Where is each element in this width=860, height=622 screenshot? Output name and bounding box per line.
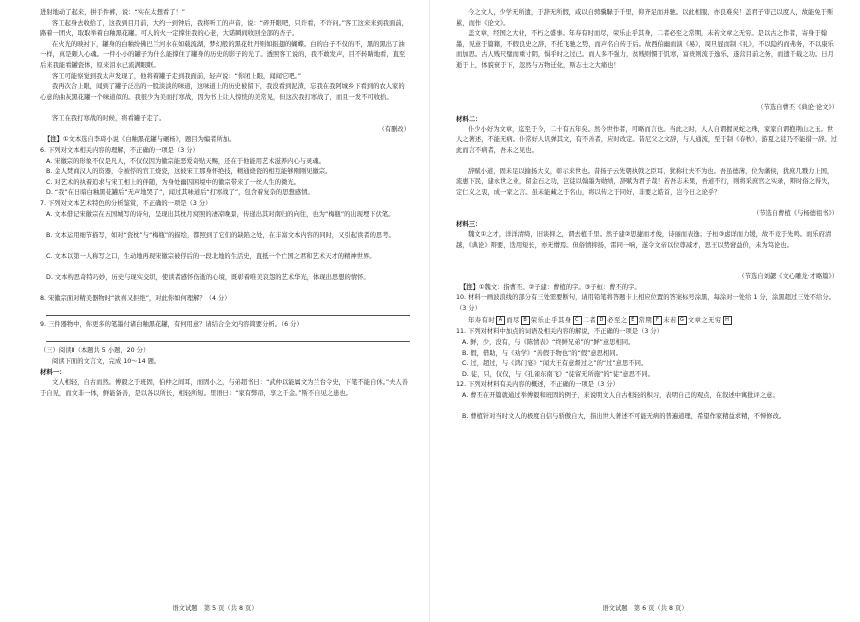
annotation-label: 【注】 xyxy=(44,136,63,144)
option-b: B. 假，借助，与《劝学》“善假于物也”的“假”意思相同。 xyxy=(462,349,622,357)
option-a: A. 宋徽宗的形象不仅是凡人，不仅仅因为徽宗能恶爱奇贴天赐，还在于他能用艺术滋养内心与灵魂。 xyxy=(46,157,325,165)
question-stem: 6. 下列对文本相关内容的理解，不正确的一项是（3 分） xyxy=(40,146,199,154)
material-2 xyxy=(456,114,838,220)
answer-line xyxy=(46,304,410,316)
segment: 而尽 xyxy=(506,317,520,325)
option-a: A. 文本借记宋徽宗在五国城写的诗句，呈现出其枕月窝照的凄凉晚景，传递出其对南归的向往，也为“梅瓶”的出现埋下伏笔。 xyxy=(46,210,395,218)
option-b: B. 文本运用细节描写，如对“瓷枕”与“梅瓶”的描绘，都照到了它们的缺陷之处，在丰富文本内容的同时，又引起读者的思考。 xyxy=(46,231,395,239)
break-box-d[interactable]: D xyxy=(597,316,606,325)
material-1-text: 文人相轻，自古而然。傅毅之于班固，伯仲之间耳，而固小之，与弟超书曰：“武仲以能属文为兰台令史，下笔不能自休。”夫人善于自见，而文非一体，鲜能备善，是以各以所长，相轻所短。里语曰：“家有弊帚，享之千金。”斯不自见之患也。 xyxy=(40,379,408,397)
question-8 xyxy=(40,294,410,316)
source-note: （有删改） xyxy=(378,125,410,133)
material-1-label: 材料一： xyxy=(40,368,66,377)
option-a: A. 鲜，少，没有，与《陈情表》“终鲜兄弟”的“鲜”意思相同。 xyxy=(462,338,635,346)
story-paragraph: 客工在我打寒战的时候，将看罐子走了。 xyxy=(52,115,166,123)
material-3-paragraph: 魏文①之才，洋洋清绮，旧谈抑之，谓去植千里。然子建②思捷而才俊，诗丽而表逸；子桓③虑详而力缓，故不竞于先鸣。而乐府清越，《典论》辩要，迭用短长，亦无懵焉。但俗情抑扬，雷同一响，遂令文帝以位尊减才，思王以势窘益价，未为笃论也。 xyxy=(456,231,832,249)
section-title: （三）阅读Ⅱ（本题共 5 小题，20 分） xyxy=(40,346,150,354)
option-d: D. “我”在日暗白釉黑花罐后“无声地哭了”，闻过其味道后“打寒战了”，包含着复杂的思想感情。 xyxy=(46,189,314,197)
option-c: C. 对艺术的执着追求与宋工相上的伴随，为身处幽囚困境中的徽宗带来了一丝人生的微光。 xyxy=(46,178,300,186)
material-1-paragraph: 今之文人，少学无所遗，于辞无所假，咸以自骋骥騄于千里，仰齐足而并驰。以此相服，亦良难矣！盖君子审己以度人，故能免于斯累，而作《论文》。 xyxy=(456,9,834,27)
question-stem: 7. 下列对文本艺术特色的分析鉴赏，不正确的一项是（3 分） xyxy=(40,199,212,207)
story-paragraph: 在火光的映衬下，罐身的白釉纷佛巴兰河水在如载流湖，梦幻般的黑花牡丹则如振翅的蝴蝶。白的白子不仅的不，黑的黑出了油一样，真是颇人心魂。一件小小的罐子为什么能撑住了罐身的历史的影子的光了。透照客工说的，我不敢发声，目不转睛地看，直至后来我能看罐瓷体，原来泪水已流满眼眶。 xyxy=(40,40,406,69)
segment: 未若 xyxy=(663,317,677,325)
source-note: （节选自曹植《与杨德祖书》） xyxy=(752,209,838,217)
story-paragraph: 客工起身去收拾了，这我到目月前，大约一到钟后，我将听工的声音，说：“碎开眼吧，只许看，不许问。”客工这来来到我面前，路着一团火，取取举着白釉黑花罐。可人的火一定撑住我的心老，大诺瞬间收回全部的杏子。 xyxy=(40,19,408,38)
segment: 荣乐止乎其身 xyxy=(530,317,572,325)
break-box-c[interactable]: C xyxy=(573,316,582,325)
option-a: A. 曹丕在开篇就通过举傅毅和班固的例子，来说明文人自古相轻的积习，表明自己的观点，在叙述中寓批评之意。 xyxy=(462,391,779,399)
question-12 xyxy=(456,380,838,433)
option-c: C. 文本以第一人称写之口，生动地再现宋徽宗被俘后的一段北地的生活史，直抵一个亡国之君和艺术天才的精神世界。 xyxy=(46,252,376,260)
question-10 xyxy=(456,293,838,327)
annotation-label: 【注】 xyxy=(460,283,479,291)
classical-section xyxy=(40,346,410,399)
page-footer: 语文试题 第 6 页（共 8 页） xyxy=(602,605,688,612)
answer-line xyxy=(46,330,410,342)
question-stem: 12. 下列对材料有关内容的概述，不正确的一项是（3 分） xyxy=(456,381,619,389)
story-paragraph: 我再次合上眼，闻到了罐子泛出的一股淡淡的味道，这味道上的历史被留下，我没看到泥渣，忘我在我阿城乡下看到的农人家的心意的曲灰黑花罐一个味道似的。我很少为美而打寒战，因为书上让人惊恍的美常见，但这次我打寒战了，而且一发不可收拾。 xyxy=(40,83,405,101)
question-stem: 11. 下列对材料中加点的词语及相关内容的解说，不正确的一项是（3 分） xyxy=(456,328,663,336)
option-d: D. 徒，只，仅仅，与《孔雀东南飞》“徒留无所施”的“徒”意思不同。 xyxy=(462,370,654,378)
break-box-a[interactable]: A xyxy=(496,316,505,325)
question-stem: 10. 材料一画波浪线的部分有三处需要断句，请用铅笔将答题卡上相应位置的答案标号涂黑，每涂对一处给 1 分，涂黑超过三处不给分。（3 分） xyxy=(456,294,835,312)
question-7 xyxy=(40,199,410,294)
annotation xyxy=(456,283,838,294)
material-1-continued xyxy=(456,8,838,114)
option-c: C. 过，超过，与《鸿门宴》“闻大王有意督过之”的“过”意思不同。 xyxy=(462,360,648,368)
story-paragraph: 客工可能察觉到我太声发现了，他将着罐子走到我面前，轻声说：“你闭上眼，闻闻它吧。” xyxy=(52,72,301,80)
question-9 xyxy=(40,320,410,342)
option-b: B. 曹植针对当时文人的极度自信与骄傲自大，指出世人著述不可能无病的普遍道理，希望作家精益求精，不惮修改。 xyxy=(462,412,786,420)
story-text xyxy=(40,8,410,135)
break-box-b[interactable]: B xyxy=(521,316,530,325)
segment: 年寿有时 xyxy=(468,317,496,325)
section-intro: 阅读下面的文言文，完成 10～14 题。 xyxy=(52,357,161,365)
break-box-f[interactable]: F xyxy=(653,316,662,325)
question-6 xyxy=(40,146,410,199)
break-box-e[interactable]: E xyxy=(629,316,638,325)
option-d: D. 文本构思奇特巧妙，历史与现实交织，使读者感怀伤逝的心境，既彰着唯美哀怨的艺术华光，体现出思想的情怀。 xyxy=(46,273,370,281)
break-box-g[interactable]: G xyxy=(678,316,687,325)
material-2-paragraph: 辞赋小道，固未足以揄扬大义，彰示来世也。昔扬子云先朝执戟之臣耳，犹称壮夫不为也。吾虽德薄，位为藩侯，犹庶几戮力上国，流惠下民，建永世之业，留金石之功，岂徒以翰墨为勋绩，辞赋为君子哉！若吾志未果，吾道不行，则将采庶官之实录，辩时俗之得失，定仁义之衷，成一家之言。虽未能藏之于名山，将以传之于同好，非要之皓首，岂今日之论乎？ xyxy=(456,167,834,196)
material-2-paragraph: 仆少小好为文章，迄至于今，二十有五年矣。然今世作者，可略而言也。当此之时，人人自谓握灵蛇之珠，家家自谓抱荆山之玉。世人之著述，不能无病。仆常好人讥弹其文，有不善者，应时改定。昔尼父之文辞，与人通流，至于制《春秋》，游夏之徒乃不能措一辞。过此而言不病者，吾未之见也。 xyxy=(456,125,837,154)
question-11 xyxy=(456,327,838,380)
segment: 常期 xyxy=(638,317,653,325)
segment: 二者 xyxy=(582,317,597,325)
annotation-text: ①魏文：指曹丕。②子建：曹植的字。③子桓：曹丕的字。 xyxy=(478,283,641,291)
material-3-label: 材料三： xyxy=(456,220,482,229)
source-note: （节选自曹丕《典论·论文》） xyxy=(757,104,838,111)
sentence-break-boxes xyxy=(456,314,838,327)
break-box-h[interactable]: H xyxy=(723,316,732,325)
question-stem: 9. 三件器物中，你更多的笔墨付诸白釉黑花罐，有何用意？请结合全文内容简要分析。（6 分） xyxy=(40,320,303,328)
material-3 xyxy=(456,219,838,293)
right-page xyxy=(430,0,860,622)
annotation-text: ①文本选自李琦小说《白釉黑花罐与碾杨》，题目为编者所加。 xyxy=(62,136,236,144)
page-footer: 语文试题 第 5 页（共 8 页） xyxy=(172,605,258,612)
question-stem: 8. 宋徽宗面对精美器物时“欲喜又拒绝”，对此你如何理解？（4 分） xyxy=(40,294,231,302)
source-note: （节选自刘勰《文心雕龙·才略篇》） xyxy=(738,273,838,281)
segment: 必至之 xyxy=(607,317,628,325)
annotation xyxy=(40,135,410,146)
material-2-label: 材料二： xyxy=(456,114,482,123)
option-b: B. 金人焚商汉人的资器，令被俘的官工烧瓷，这彼宋工那身怀绝技，精通烧瓷的相互能够刚刚见徽宗。 xyxy=(46,168,332,176)
segment: 文章之无穷 xyxy=(687,317,722,325)
material-1-paragraph: 盖文章，经国之大业，不朽之盛事。年寿有时而尽，荣乐止乎其身，二者必至之常期，未若文章之无穷。是以古之作者，寄身于翰墨，见意于篇籍，不假良史之辞，不托飞驰之势，而声名自传于后。故西伯幽而演《易》，周旦显而制《礼》，不以隐约而弗务，不以康乐而加思。古人贱尺璧而重寸阴，惧乎时之过已。而人多不强力，贫贱则慑于饥寒，富贵则流于逸乐，遂营目前之务，而遗千载之功。日月逝于上，体貌衰于下，忽然与万物迁化，斯志士之大痛也！ xyxy=(456,30,834,69)
story-paragraph: 进射地动了起来，拼手件裤，说：“实在太想看了！” xyxy=(40,9,186,16)
